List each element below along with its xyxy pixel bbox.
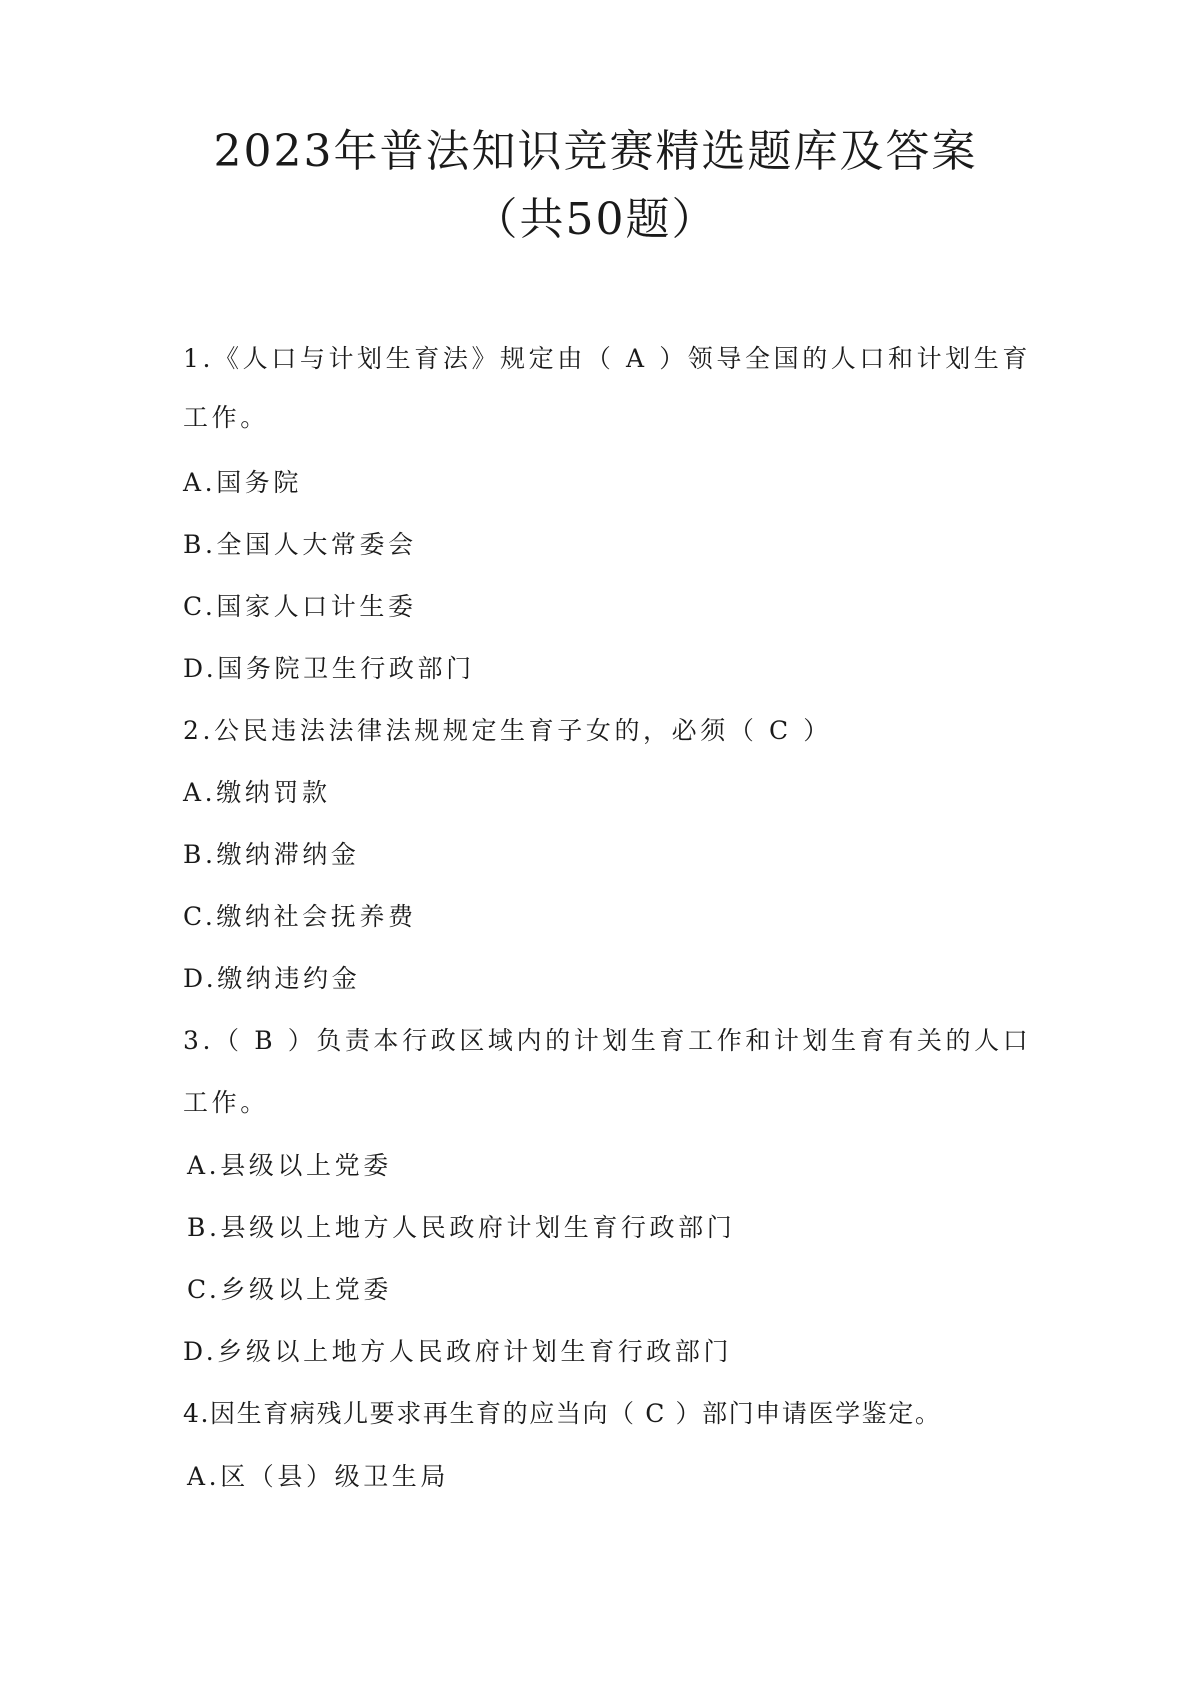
document-subtitle: （共50题） <box>473 194 718 245</box>
question-text-continued: 工作。 <box>183 403 269 432</box>
question-text: 3.（ B ）负责本行政区域内的计划生育工作和计划生育有关的人口 <box>183 1026 1032 1055</box>
question-text: 1.《人口与计划生育法》规定由（ A ）领导全国的人口和计划生育 <box>183 344 1032 373</box>
answer-option: D.乡级以上地方人民政府计划生育行政部门 <box>183 1337 733 1366</box>
answer-option: C.乡级以上党委 <box>187 1275 392 1304</box>
answer-option: C.国家人口计生委 <box>183 592 417 621</box>
question-text-continued: 工作。 <box>183 1088 269 1117</box>
document-title: 2023年普法知识竞赛精选题库及答案 <box>213 126 978 177</box>
answer-option: A.国务院 <box>183 468 303 497</box>
question-text: 4.因生育病残儿要求再生育的应当向（ C ）部门申请医学鉴定。 <box>183 1399 942 1428</box>
answer-option: C.缴纳社会抚养费 <box>183 902 417 931</box>
answer-option: D.缴纳违约金 <box>183 964 361 993</box>
answer-option: A.缴纳罚款 <box>183 778 331 807</box>
answer-option: A.区（县）级卫生局 <box>187 1462 450 1491</box>
answer-option: A.县级以上党委 <box>187 1151 392 1180</box>
answer-option: B.缴纳滞纳金 <box>183 840 360 869</box>
answer-option: B.全国人大常委会 <box>183 530 417 559</box>
answer-option: D.国务院卫生行政部门 <box>183 654 475 683</box>
answer-option: B.县级以上地方人民政府计划生育行政部门 <box>187 1213 736 1242</box>
question-text: 2.公民违法法律法规规定生育子女的，必须（ C ） <box>183 716 832 745</box>
